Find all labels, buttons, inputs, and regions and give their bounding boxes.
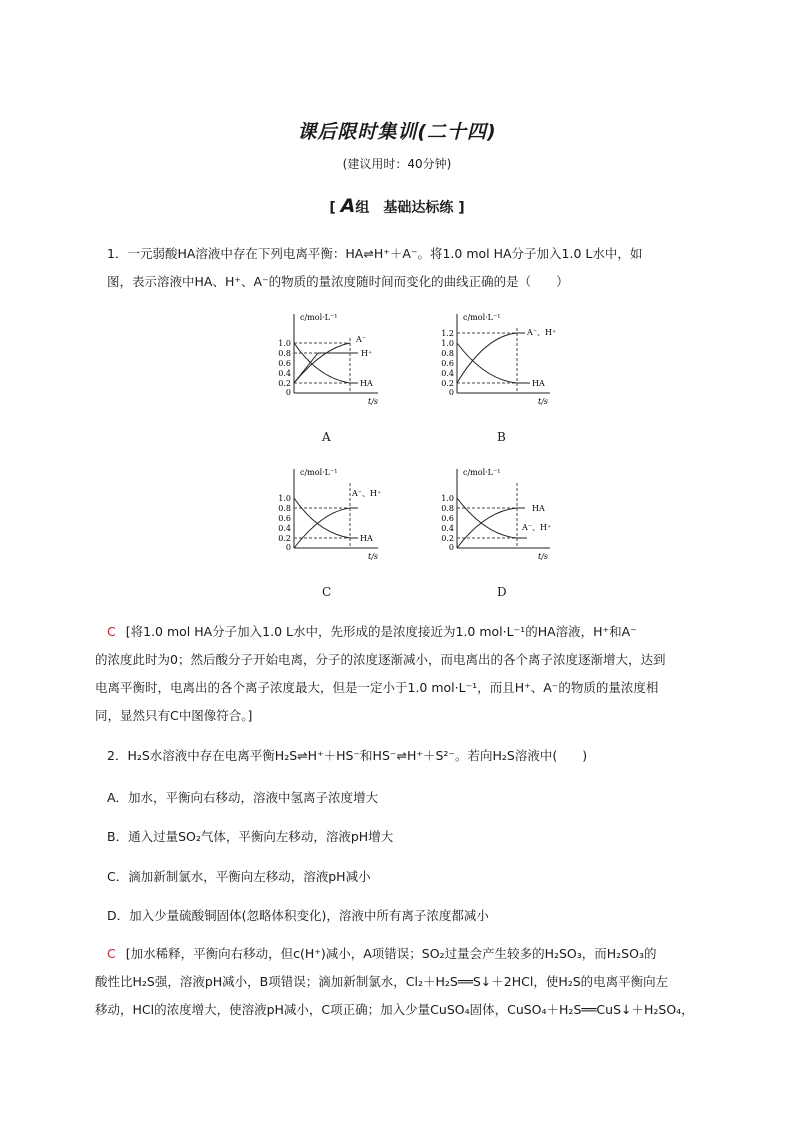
svg-text:A⁻、H⁺: A⁻、H⁺ xyxy=(522,523,552,532)
svg-text:0.6: 0.6 xyxy=(441,359,454,368)
svg-text:0: 0 xyxy=(285,543,291,552)
q1-line-1: 1．一元弱酸HA溶液中存在下列电离平衡：HA⇌H⁺＋A⁻。将1.0 mol HA分子加入1.0 L水中，如 xyxy=(107,246,643,261)
q2-explanation-line: 酸性比H₂S强，溶液pH减小，B项错误；滴加新制氯水，Cl₂＋H₂S══S↓＋2HCl，使H₂S的电离平衡向左 xyxy=(95,974,669,989)
svg-text:0: 0 xyxy=(448,388,454,397)
svg-text:t/s: t/s xyxy=(368,552,379,561)
chart-b xyxy=(430,308,560,412)
group-letter: A xyxy=(340,195,356,217)
q2-answer: C xyxy=(107,946,116,961)
q2-option-a: A．加水，平衡向右移动，溶液中氢离子浓度增大 xyxy=(107,790,379,805)
svg-text:HA: HA xyxy=(532,379,545,388)
page-title: 课后限时集训(二十四) xyxy=(297,121,497,143)
time-suggestion: (建议用时：40分钟) xyxy=(342,157,452,171)
svg-text:c/mol·L⁻¹: c/mol·L⁻¹ xyxy=(463,313,501,322)
q1-explanation-line: 电离平衡时，电离出的各个离子浓度最大，但是一定小于1.0 mol·L⁻¹，而且H⁺、A⁻的物质的量浓度相 xyxy=(95,680,659,695)
q1-line-2: 图，表示溶液中HA、H⁺、A⁻的物质的量浓度随时间而变化的曲线正确的是（ ） xyxy=(107,274,569,289)
q1-explanation-line: 的浓度此时为0；然后酸分子开始电离，分子的浓度逐渐减小，而电离出的各个离子浓度逐渐增大，达到 xyxy=(95,652,666,667)
bracket-left: [ xyxy=(329,200,336,216)
svg-text:HA: HA xyxy=(360,379,373,388)
chart-c-label: C xyxy=(322,585,332,599)
question-1-stem xyxy=(107,240,719,296)
svg-text:H⁺: H⁺ xyxy=(361,349,373,358)
svg-text:0.6: 0.6 xyxy=(278,514,291,523)
chart-b-label: B xyxy=(497,430,506,444)
svg-text:1.0: 1.0 xyxy=(278,494,291,503)
q2-option-b: B．通入过量SO₂气体，平衡向左移动，溶液pH增大 xyxy=(107,829,394,844)
svg-text:1.0: 1.0 xyxy=(278,339,291,348)
y-axis-label: c/mol·L⁻¹ xyxy=(300,313,338,322)
q1-explanation-line: [将1.0 mol HA分子加入1.0 L水中，先形成的是浓度接近为1.0 mol·L⁻¹的HA溶液，H⁺和A⁻ xyxy=(125,624,637,639)
chart-d-label: D xyxy=(497,585,507,599)
svg-text:0.4: 0.4 xyxy=(278,524,291,533)
svg-text:0: 0 xyxy=(448,543,454,552)
chart-c xyxy=(268,463,388,567)
svg-text:1.0: 1.0 xyxy=(441,339,454,348)
svg-text:0.4: 0.4 xyxy=(278,369,291,378)
svg-text:0.2: 0.2 xyxy=(441,534,454,543)
svg-text:HA: HA xyxy=(532,504,545,513)
svg-text:t/s: t/s xyxy=(538,552,549,561)
question-2-stem: 2．H₂S水溶液中存在电离平衡H₂S⇌H⁺＋HS⁻和HS⁻⇌H⁺＋S²⁻。若向H₂S溶液中( ) xyxy=(107,748,588,763)
bracket-right: ] xyxy=(458,200,465,216)
svg-text:0.2: 0.2 xyxy=(441,379,454,388)
svg-text:0: 0 xyxy=(285,388,291,397)
chart-a xyxy=(268,308,388,412)
svg-text:HA: HA xyxy=(360,534,373,543)
group-heading xyxy=(0,195,794,217)
q2-explanation-line: [加水稀释，平衡向右移动，但c(H⁺)减小，A项错误；SO₂过量会产生较多的H₂SO₃，而H₂SO₃的 xyxy=(125,946,657,961)
svg-text:1.0: 1.0 xyxy=(441,494,454,503)
svg-text:0.2: 0.2 xyxy=(278,379,291,388)
q2-option-c: C．滴加新制氯水，平衡向左移动，溶液pH减小 xyxy=(107,869,371,884)
svg-text:c/mol·L⁻¹: c/mol·L⁻¹ xyxy=(300,468,338,477)
group-label: 组 基础达标练 xyxy=(355,200,454,216)
q1-explanation xyxy=(95,618,720,730)
svg-text:0.8: 0.8 xyxy=(278,504,291,513)
svg-text:0.6: 0.6 xyxy=(441,514,454,523)
svg-text:0.4: 0.4 xyxy=(441,524,454,533)
q2-option-d: D．加入少量硫酸铜固体(忽略体积变化)，溶液中所有离子浓度都减小 xyxy=(107,908,489,923)
svg-text:c/mol·L⁻¹: c/mol·L⁻¹ xyxy=(463,468,501,477)
svg-text:A⁻、H⁺: A⁻、H⁺ xyxy=(352,489,382,498)
svg-text:A⁻: A⁻ xyxy=(356,335,366,344)
svg-text:0.8: 0.8 xyxy=(441,349,454,358)
svg-text:0.4: 0.4 xyxy=(441,369,454,378)
svg-text:A⁻、H⁺: A⁻、H⁺ xyxy=(527,328,557,337)
svg-text:0.2: 0.2 xyxy=(278,534,291,543)
svg-text:t/s: t/s xyxy=(368,397,379,406)
svg-text:0.8: 0.8 xyxy=(278,349,291,358)
chart-a-label: A xyxy=(322,430,331,444)
svg-text:t/s: t/s xyxy=(538,397,549,406)
svg-text:0.6: 0.6 xyxy=(278,359,291,368)
q2-explanation-line: 移动，HCl的浓度增大，使溶液pH减小，C项正确；加入少量CuSO₄固体，CuSO₄＋H₂S══CuS↓＋H₂SO₄， xyxy=(95,1002,694,1017)
q1-explanation-line: 同，显然只有C中图像符合。] xyxy=(95,708,253,723)
chart-d xyxy=(430,463,560,567)
svg-text:1.2: 1.2 xyxy=(441,329,454,338)
q2-explanation xyxy=(95,940,720,1024)
q1-answer: C xyxy=(107,624,116,639)
svg-text:0.8: 0.8 xyxy=(441,504,454,513)
